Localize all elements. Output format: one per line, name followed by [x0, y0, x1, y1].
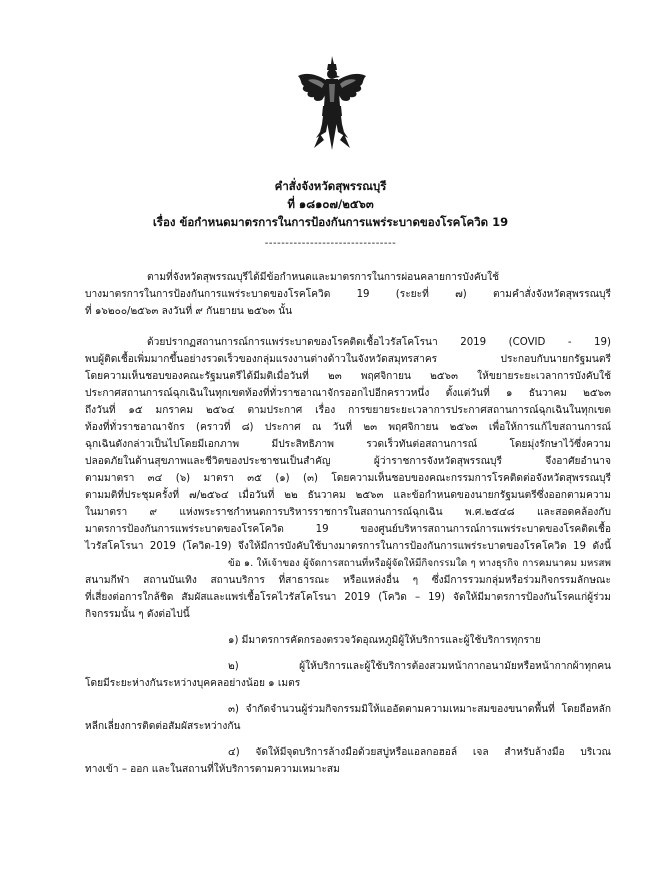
body-line: โดยความเห็นชอบของคณะรัฐมนตรีได้มีมติเมื่อวันที่ ๒๓ พฤศจิกายน ๒๕๖๓ ให้ขยายระยะเวลาการบังคับใช้	[85, 371, 611, 382]
sub-item: ๓) จำกัดจำนวนผู้ร่วมกิจกรรมมิให้แออัดตามความเหมาะสมของขนาดพื้นที่ โดยถือหลัก	[228, 704, 611, 715]
body-line: ทางเข้า – ออก และในสถานที่ให้บริการตามความเหมาะสม	[85, 764, 340, 775]
sub-item: ๔) จัดให้มีจุดบริการล้างมือด้วยสบู่หรือแอลกอฮอล์ เจล สำหรับล้างมือ บริเวณ	[228, 747, 611, 758]
body-line: บางมาตรการในการป้องกันการแพร่ระบาดของโรคโควิด 19 (ระยะที่ ๗) ตามคำสั่งจังหวัดสุพรรณบุรี	[85, 289, 611, 300]
body-line: ตามที่จังหวัดสุพรรณบุรีได้มีข้อกำหนดและมาตรการในการผ่อนคลายการบังคับใช้	[147, 272, 499, 283]
clause-heading: ข้อ ๑. ให้เจ้าของ ผู้จัดการสถานที่หรือผู้จัดให้มีกิจกรรมใด ๆ ทางธุรกิจ การคมนาคม มหรสพ	[228, 558, 611, 569]
order-subject: เรื่อง ข้อกำหนดมาตรการในการป้องกันการแพร่ระบาดของโรคโควิด 19	[152, 215, 509, 229]
body-line: พบผู้ติดเชื้อเพิ่มมากขึ้นอย่างรวดเร็วของกลุ่มแรงงานต่างด้าวในจังหวัดสมุทรสาคร ประกอบกับนายกรัฐมนตรี	[85, 354, 611, 365]
body-line: ไวรัสโคโรนา 2019 (โควิด-19) จึงให้มีการบังคับใช้บางมาตรการในการป้องกันการแพร่ระบาดของโรคโควิด 19 ดังนี้	[85, 541, 611, 552]
body-line: ท้องที่ทั่วราชอาณาจักร (คราวที่ ๘) ประกาศ ณ วันที่ ๒๓ พฤศจิกายน ๒๕๖๓ เพื่อให้การแก้ไขสถานการณ์	[85, 422, 611, 433]
garuda-emblem-icon	[296, 54, 368, 154]
sub-item: ๑) มีมาตรการคัดกรองตรวจวัดอุณหภูมิผู้ให้บริการและผู้ใช้บริการทุกราย	[228, 635, 541, 646]
body-line: ที่ ๑๖๒๐๐/๒๕๖๓ ลงวันที่ ๙ กันยายน ๒๕๖๓ นั้น	[85, 306, 293, 317]
body-line: มาตรการป้องกันการแพร่ระบาดของโรคโควิด 19 ของศูนย์บริหารสถานการณ์การแพร่ระบาดของโรคติดเชื้อ	[85, 524, 611, 535]
order-number: ที่ ๑๘๑๐๗/๒๕๖๓	[287, 197, 374, 211]
body-line: ประกาศสถานการณ์ฉุกเฉินในทุกเขตท้องที่ทั่วราชอาณาจักรออกไปอีกคราวหนึ่ง ตั้งแต่วันที่ ๑ ธันวาคม ๒๕๖๓	[85, 388, 611, 399]
body-line: กิจกรรมนั้น ๆ ดังต่อไปนี้	[85, 609, 190, 620]
body-line: ฉุกเฉินดังกล่าวเป็นไปโดยมีเอกภาพ มีประสิทธิภาพ รวดเร็วทันต่อสถานการณ์ โดยมุ่งรักษาไว้ซึ่งความ	[85, 439, 611, 450]
body-line: ตามมาตรา ๓๔ (๖) มาตรา ๓๕ (๑) (๓) โดยความเห็นชอบของคณะกรรมการโรคติดต่อจังหวัดสุพรรณบุรี	[85, 473, 611, 484]
body-line: หลีกเลี่ยงการติดต่อสัมผัสระหว่างกัน	[85, 721, 241, 732]
separator-line: --------------------------------	[264, 238, 397, 249]
body-line: โดยมีระยะห่างกันระหว่างบุคคลอย่างน้อย ๑ เมตร	[85, 678, 301, 689]
body-line: ถึงวันที่ ๑๕ มกราคม ๒๕๖๔ ตามประกาศ เรื่อง การขยายระยะเวลาการประกาศสถานการณ์ฉุกเฉินในทุกเขต	[85, 405, 611, 416]
sub-item: ๒) ผู้ให้บริการและผู้ใช้บริการต้องสวมหน้ากากอนามัยหรือหน้ากากผ้าทุกคน	[228, 661, 611, 672]
body-line: สนามกีฬา สถานบันเทิง สถานบริการ ที่สาธารณะ หรือแหล่งอื่น ๆ ซึ่งมีการรวมกลุ่มหรือร่วมกิจกรรมลักษณะ	[85, 575, 611, 586]
body-line: ปลอดภัยในด้านสุขภาพและชีวิตของประชาชนเป็นสำคัญ ผู้ว่าราชการจังหวัดสุพรรณบุรี จึงอาศัยอำนาจ	[85, 456, 611, 467]
order-title: คำสั่งจังหวัดสุพรรณบุรี	[274, 179, 387, 193]
body-line: ที่เสี่ยงต่อการใกล้ชิด สัมผัสและแพร่เชื้อโรคไวรัสโคโรนา 2019 (โควิด – 19) จัดให้มีมาตรการป้องกันโรคแก่ผู้ร่วม	[85, 592, 611, 603]
body-line: ในมาตรา ๙ แห่งพระราชกำหนดการบริหารราชการในสถานการณ์ฉุกเฉิน พ.ศ.๒๕๔๘ และสอดคล้องกับ	[85, 507, 611, 518]
body-line: ด้วยปรากฏสถานการณ์การแพร่ระบาดของโรคติดเชื้อไวรัสโคโรนา 2019 (COVID - 19)	[147, 337, 611, 348]
body-line: ตามมติที่ประชุมครั้งที่ ๗/๒๕๖๔ เมื่อวันที่ ๒๒ ธันวาคม ๒๕๖๓ และข้อกำหนดของนายกรัฐมนตรีซึ่งออกตามความ	[85, 490, 611, 501]
